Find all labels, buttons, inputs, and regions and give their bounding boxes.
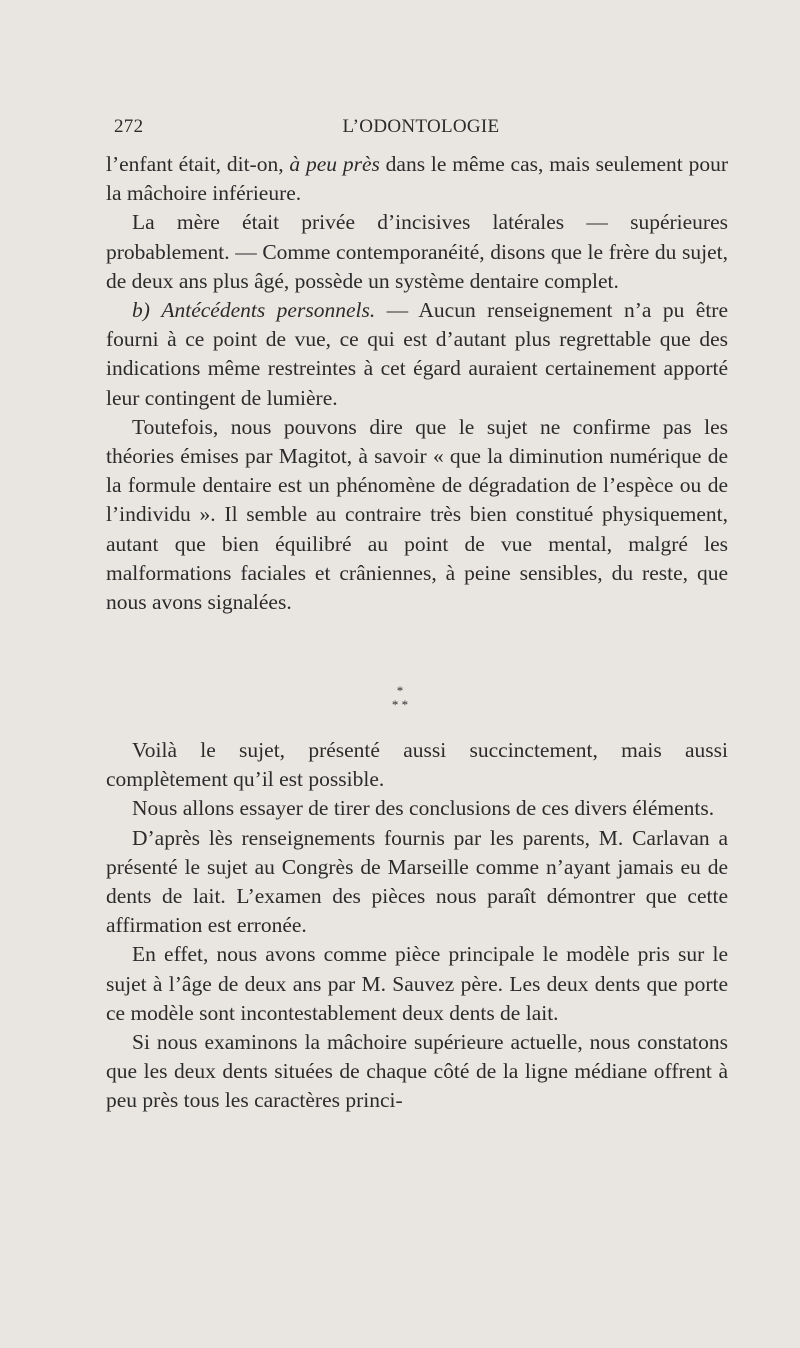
asterism-divider (370, 684, 430, 712)
italic-phrase: à peu près (289, 152, 380, 176)
text-span: dans le même cas, mais seulement pour la mâchoire inférieure. (106, 152, 729, 206)
asterism-bottom: * * (391, 697, 409, 712)
paragraph: Toutefois, nous pouvons dire que le sujet ne confirme pas les théories émises par Magitot, à savoir « que la diminution numérique de la formule dentaire est un phénomène de dégradation de l’espèce ou de l’individu ». Il semble au contraire très bien constitué physiquement, autant que bien équilibré au point de vue mental, malgré les malformations faciales et crâniennes, à peine sensibles, du reste, que nous avons signalées. (106, 414, 728, 615)
section-label: b) (132, 298, 150, 323)
paragraph: En effet, nous avons comme pièce principale le modèle pris sur le sujet à l’âge de deux ans par M. Sauvez père. Les deux dents que porte ce modèle sont incontestablement deux dents de lait. (106, 942, 728, 1025)
page-number: 272 (114, 116, 144, 137)
paragraph-text: — Aucun renseignement n’a pu être fourni à ce point de vue, ce qui est d’autant plus regrettable que des indications même restreintes à cet égard auraient certainement apporté leur contingent de lumière. (106, 298, 728, 410)
body-text-bottom (106, 736, 728, 1116)
paragraph: Voilà le sujet, présenté aussi succinctement, mais aussi complètement qu’il est possible. (106, 738, 728, 792)
text-span: l’enfant était, dit-on, (106, 152, 290, 176)
section-heading: Antécédents personnels. (161, 298, 376, 323)
paragraph-continuation (106, 150, 728, 208)
running-title: L’ODONTOLOGIE (342, 116, 500, 137)
body-text-top (106, 150, 728, 617)
paragraph: D’après lès renseignements fournis par les parents, M. Carlavan a présenté le sujet au Congrès de Marseille comme n’ayant jamais eu de dents de lait. L’examen des pièces nous paraît démontrer que cette affirmation est erronée. (106, 825, 728, 938)
asterism-top: * (396, 683, 404, 698)
paragraph-section-b (106, 296, 728, 413)
paragraph: Si nous examinons la mâchoire supérieure actuelle, nous constatons que les deux dents situées de chaque côté de la ligne médiane offrent à peu près tous les caractères princi- (106, 1030, 728, 1113)
paragraph: Nous allons essayer de tirer des conclusions de ces divers éléments. (132, 796, 715, 821)
paragraph: La mère était privée d’incisives latérales — supérieures probablement. — Comme contemporanéité, disons que le frère du sujet, de deux ans plus âgé, possède un système dentaire complet. (106, 210, 728, 293)
